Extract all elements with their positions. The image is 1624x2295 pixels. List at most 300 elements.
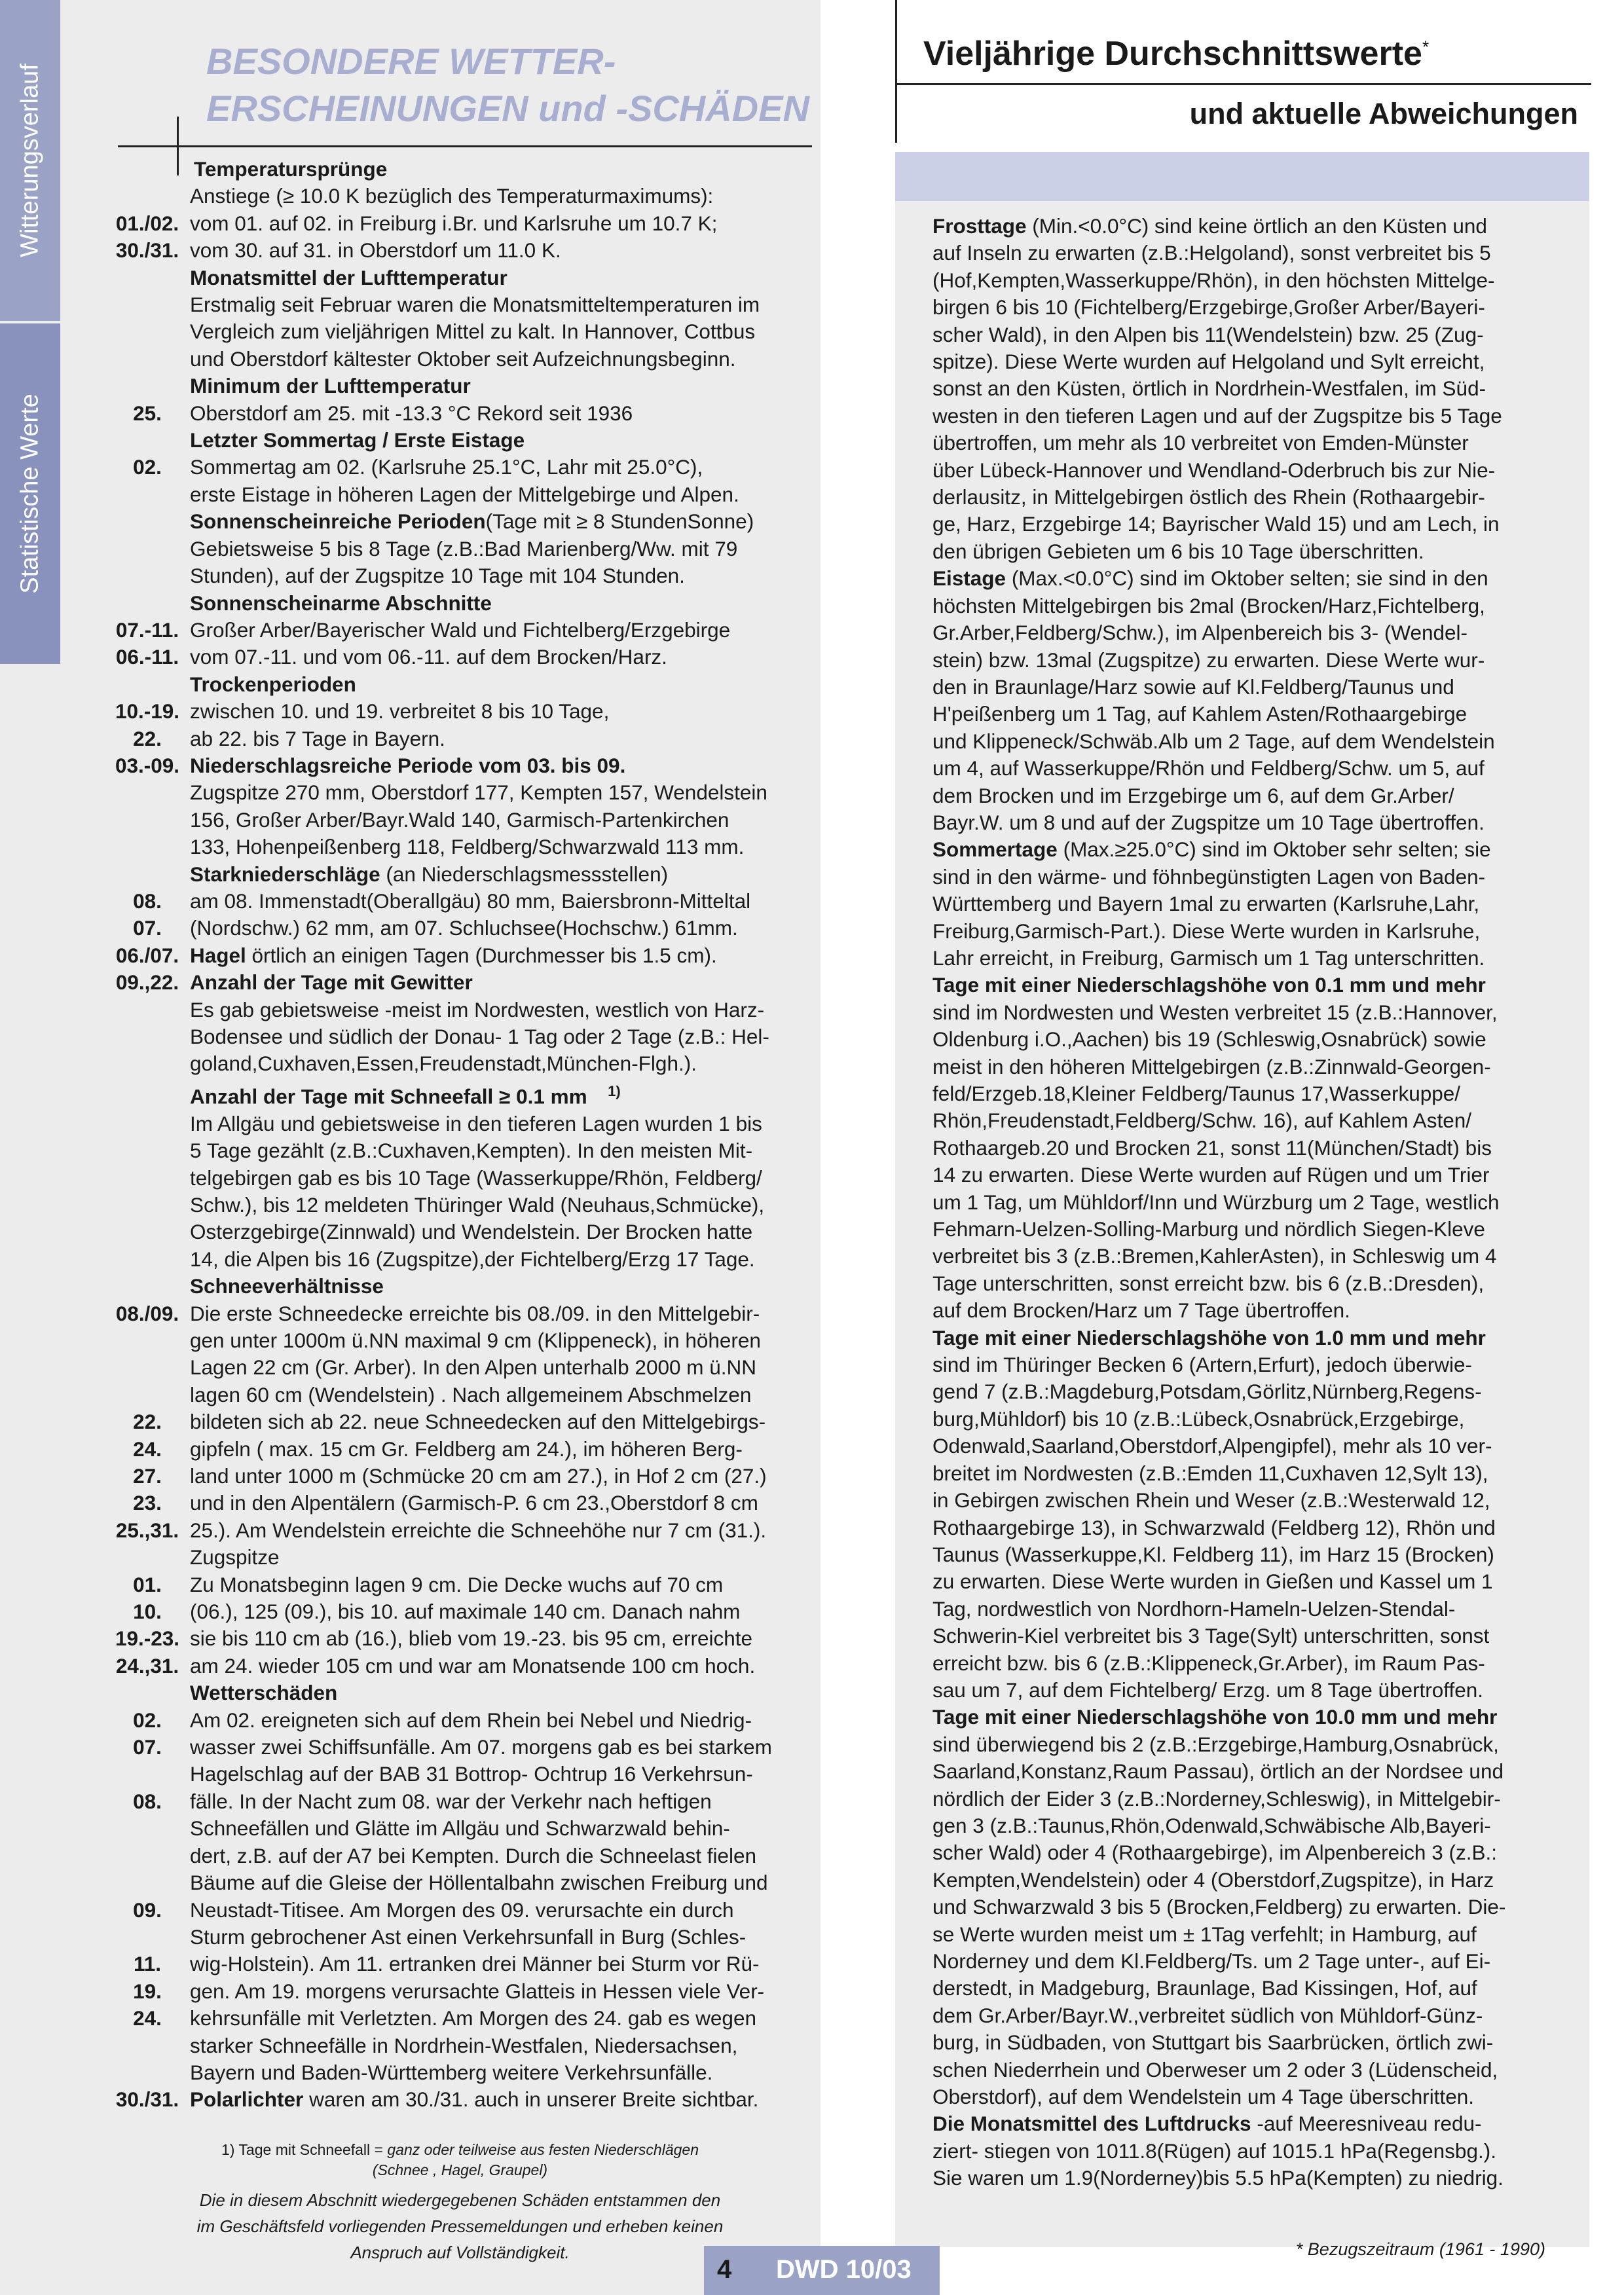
tab-witterungsverlauf[interactable] (0, 0, 60, 321)
averages-body: dem Brocken und im Erzgebirge um 6, auf dem Gr.Arber/ (932, 783, 1454, 807)
event-date (105, 1544, 190, 1571)
event-row (105, 1788, 815, 1815)
event-text (190, 454, 815, 481)
averages-line (932, 2110, 1581, 2137)
averages-line (932, 267, 1581, 294)
event-text (190, 2005, 815, 2032)
averages-lead: Eistage (932, 566, 1006, 591)
event-row (105, 1246, 815, 1273)
panel-header-band (895, 152, 1589, 201)
event-date: 06.-11. (115, 645, 179, 669)
averages-line (932, 1054, 1581, 1080)
event-text (190, 1192, 815, 1219)
averages-line (932, 2138, 1581, 2165)
event-body: am 24. wieder 105 cm und war am Monatsende 100 cm hoch. (190, 1653, 756, 1678)
event-date: 22. (133, 1410, 162, 1434)
event-date: 08. (133, 1789, 162, 1813)
event-body: (06.), 125 (09.), bis 10. auf maximale 140 cm. Danach nahm (190, 1600, 741, 1624)
averages-line (932, 619, 1581, 646)
averages-line (932, 2165, 1581, 2192)
event-row (105, 318, 815, 345)
event-body: Am 02. ereigneten sich auf dem Rhein bei Nebel und Niedrig- (190, 1708, 752, 1732)
averages-body: feld/Erzgeb.18,Kleiner Feldberg/Taunus 17,Wasserkuppe/ (932, 1082, 1461, 1105)
averages-line (932, 457, 1581, 484)
event-date: 11. (133, 1952, 162, 1976)
event-row (105, 373, 815, 399)
event-row (105, 1815, 815, 1842)
footnote-italic: ganz oder teilweise aus festen Niederschlägen (387, 2141, 699, 2158)
averages-line (932, 2002, 1581, 2029)
averages-body: stein) bzw. 13mal (Zugspitze) zu erwarten. Diese Werte wur- (932, 648, 1485, 672)
event-body: Anstiege (≥ 10.0 K bezüglich des Temperaturmaximums): (190, 184, 714, 208)
event-row (105, 807, 815, 834)
averages-body: Bayr.W. um 8 und auf der Zugspitze um 10 Tage übertroffen. (932, 810, 1485, 834)
event-row (105, 752, 815, 779)
averages-line (932, 213, 1581, 240)
averages-line (932, 1216, 1581, 1243)
event-body: gipfeln ( max. 15 cm Gr. Feldberg am 24.), im höheren Berg- (190, 1437, 743, 1461)
event-row (105, 1625, 815, 1652)
event-date (105, 861, 190, 888)
event-row (105, 1436, 815, 1463)
event-body: Zugspitze (190, 1545, 280, 1570)
averages-lead: Tage mit einer Niederschlagshöhe von 10.0 mm und mehr (932, 1705, 1498, 1729)
event-date (105, 1219, 190, 1245)
averages-line (932, 701, 1581, 727)
event-body: Schneefällen und Glätte im Allgäu und Schwarzwald behin- (190, 1816, 730, 1841)
event-date: 02. (133, 1708, 162, 1732)
averages-line (932, 1487, 1581, 1514)
event-text (190, 1734, 815, 1761)
averages-text (932, 213, 1581, 2192)
event-row (105, 1761, 815, 1788)
event-date: 10. (133, 1600, 162, 1624)
event-text (190, 1788, 815, 1815)
event-text (190, 1463, 815, 1490)
event-text (190, 1571, 815, 1598)
section-title-line-1: BESONDERE WETTER- (206, 41, 616, 82)
averages-body: den übrigen Gebieten um 6 bis 10 Tage überschritten. (932, 539, 1424, 563)
averages-body: Norderney und dem Kl.Feldberg/Ts. um 2 Tage unter-, auf Ei- (932, 1949, 1491, 1973)
tab-statistische-werte-label: Statistische Werte (16, 394, 44, 594)
averages-line (932, 1704, 1581, 1731)
event-body: Zugspitze 270 mm, Oberstdorf 177, Kempten 157, Wendelstein (190, 780, 767, 805)
event-body: gen unter 1000m ü.NN maximal 9 cm (Klippeneck), in höheren (190, 1328, 761, 1352)
averages-body: H'peißenberg um 1 Tag, auf Kahlem Asten/Rothaargebirge (932, 702, 1467, 726)
event-date (105, 1111, 190, 1137)
averages-body: birgen 6 bis 10 (Fichtelberg/Erzgebirge,Großer Arber/Bayeri- (932, 295, 1485, 320)
tab-statistische-werte[interactable] (0, 323, 60, 664)
averages-body: Rothaargeb.20 und Brocken 21, sonst 11(München/Stadt) bis (932, 1135, 1492, 1160)
event-date (105, 671, 190, 698)
event-date (105, 1761, 190, 1788)
event-body: wasser zwei Schiffsunfälle. Am 07. morgens gab es bei starkem (190, 1735, 772, 1759)
event-row (105, 1165, 815, 1192)
averages-line (932, 1731, 1581, 1758)
averages-line (932, 999, 1581, 1026)
averages-body: sind überwiegend bis 2 (z.B.:Erzgebirge,Hamburg,Osnabrück, (932, 1732, 1499, 1756)
event-text (190, 1246, 815, 1273)
event-date: 03.-09. (115, 753, 180, 777)
event-row (105, 2005, 815, 2032)
footnote-detail: (Schnee , Hagel, Graupel) (372, 2161, 548, 2178)
event-body: Erstmalig seit Februar waren die Monatsmitteltemperaturen im (190, 293, 760, 317)
event-body: ab 22. bis 7 Tage in Bayern. (190, 726, 445, 750)
event-body: Anzahl der Tage mit Schneefall ≥ 0.1 mm (190, 1084, 587, 1109)
event-text (190, 562, 815, 589)
event-body: Sonnenscheinarme Abschnitte (190, 591, 492, 615)
footnote (105, 2140, 815, 2180)
event-row (105, 291, 815, 318)
averages-body: Odenwald,Saarland,Oberstdorf,Alpengipfel), mehr als 10 ver- (932, 1434, 1492, 1458)
event-body: Anzahl der Tage mit Gewitter (190, 970, 473, 995)
event-body: Sommertag am 02. (Karlsruhe 25.1°C, Lahr mit 25.0°C), (190, 455, 703, 479)
event-text (190, 318, 815, 345)
event-text (190, 373, 815, 399)
event-body: Temperatursprünge (194, 157, 388, 181)
event-body: Monatsmittel der Lufttemperatur (190, 265, 507, 289)
event-body: Stunden), auf der Zugspitze 10 Tage mit 104 Stunden. (190, 564, 685, 588)
event-body: 5 Tage gezählt (z.B.:Cuxhaven,Kempten). In den meisten Mit- (190, 1139, 753, 1163)
event-text: Sonnenscheinreiche Perioden(Tage mit ≥ 8 StundenSonne) (190, 509, 754, 534)
event-text (190, 1869, 815, 1896)
event-row (105, 2032, 815, 2059)
averages-line (932, 809, 1581, 836)
averages-lead: Tage mit einer Niederschlagshöhe von 1.0 mm und mehr (932, 1325, 1486, 1349)
averages-body: Rothaargebirge 13), in Schwarzwald (Feldberg 12), Rhön und (932, 1515, 1496, 1539)
event-row (105, 779, 815, 806)
averages-line (932, 836, 1581, 863)
averages-body: derstedt, in Madgeburg, Braunlage, Bad Kissingen, Hof, auf (932, 1976, 1477, 2000)
footnote-lead: 1) Tage mit Schneefall = (221, 2141, 388, 2158)
event-text (190, 1050, 815, 1077)
event-text (190, 915, 815, 942)
event-row (105, 2059, 815, 2086)
averages-body: Tage unterschritten, sonst erreicht bzw. bis 6 (z.B.:Dresden), (932, 1271, 1485, 1295)
event-date: 08. (133, 889, 162, 913)
event-row (105, 2086, 815, 2113)
event-row (105, 1273, 815, 1300)
averages-body: sind im Thüringer Becken 6 (Artern,Erfurt), jedoch überwie- (932, 1353, 1473, 1377)
event-body: dert, z.B. auf der A7 bei Kempten. Durch die Schneelast fielen (190, 1843, 757, 1867)
event-body: sie bis 110 cm ab (16.), blieb vom 19.-23. bis 95 cm, erreichte (190, 1626, 753, 1651)
averages-body: scher Wald) oder 4 (Rothaargebirge), im Alpenbereich 3 (z.B.: (932, 1841, 1497, 1865)
event-text (190, 1653, 815, 1680)
event-row (105, 1050, 815, 1077)
disclaimer-line-2: im Geschäftsfeld vorliegenden Pressemeldungen und erheben keinen (196, 2216, 724, 2236)
averages-body: meist in den höheren Mittelgebirgen (z.B.:Zinnwald-Georgen- (932, 1054, 1491, 1078)
event-date (105, 779, 190, 806)
event-body: goland,Cuxhaven,Essen,Freudenstadt,München-Flgh.). (190, 1052, 697, 1076)
averages-line (932, 2084, 1581, 2110)
event-row (105, 1978, 815, 2005)
weather-events-list (105, 156, 815, 2114)
averages-body: dem Gr.Arber/Bayr.W.,verbreitet südlich von Mühldorf-Günz- (932, 2003, 1483, 2027)
averages-line (932, 1351, 1581, 1378)
event-body: am 08. Immenstadt(Oberallgäu) 80 mm, Baiersbronn-Mitteltal (190, 889, 751, 913)
event-date (105, 481, 190, 508)
footer-badge (704, 2246, 940, 2295)
event-date (105, 562, 190, 589)
event-lead: Hagel (190, 943, 246, 967)
averages-line (932, 1948, 1581, 1975)
event-row (105, 481, 815, 508)
averages-line (932, 674, 1581, 701)
event-date (105, 1273, 190, 1300)
event-rest: waren am 30./31. auch in unserer Breite sichtbar. (303, 2087, 759, 2112)
event-row (105, 888, 815, 915)
averages-line (932, 1406, 1581, 1433)
event-date (105, 1815, 190, 1842)
event-body: Wetterschäden (190, 1681, 338, 1705)
event-row (105, 698, 815, 725)
right-subtitle: und aktuelle Abweichungen (1189, 97, 1578, 130)
event-date (105, 1023, 190, 1050)
event-text (190, 861, 815, 888)
event-row (105, 1463, 815, 1490)
event-date: 25.,31. (115, 1518, 179, 1542)
averages-body: verbreitet bis 3 (z.B.:Bremen,KahlerAsten), in Schleswig um 4 (932, 1244, 1497, 1268)
event-text (190, 644, 815, 670)
event-text (190, 1408, 815, 1435)
event-text (190, 536, 815, 562)
event-date: 10.-19. (115, 699, 180, 724)
event-row (105, 237, 815, 264)
averages-line (932, 1921, 1581, 1948)
averages-lead: Sommertage (932, 837, 1058, 862)
footnote-marker: 1) (608, 1082, 621, 1099)
event-body: Die erste Schneedecke erreichte bis 08./09. in den Mittelgebir- (190, 1301, 760, 1325)
event-date: 23. (133, 1491, 162, 1515)
event-date: 07. (133, 916, 162, 940)
right-title-rule (897, 83, 1591, 85)
event-text (190, 1273, 815, 1300)
averages-line (932, 2029, 1581, 2056)
event-date: 19.-23. (115, 1626, 180, 1651)
averages-body: Oberstdorf), auf dem Wendelstein um 4 Tage überschritten. (932, 2085, 1475, 2109)
averages-line (932, 1515, 1581, 1541)
averages-body: breitet im Nordwesten (z.B.:Emden 11,Cuxhaven 12,Sylt 13), (932, 1461, 1488, 1485)
event-body: Lagen 22 cm (Gr. Arber). In den Alpen unterhalb 2000 m ü.NN (190, 1355, 757, 1380)
averages-line (932, 1541, 1581, 1568)
event-text (190, 1680, 815, 1706)
event-row (105, 942, 815, 969)
averages-line (932, 1325, 1581, 1351)
averages-line (932, 511, 1581, 538)
event-row (105, 671, 815, 698)
averages-body: Oldenburg i.O.,Aachen) bis 19 (Schleswig,Osnabrück) sowie (932, 1027, 1486, 1052)
averages-line (932, 1080, 1581, 1107)
event-text (190, 2032, 815, 2059)
event-body: bildeten sich ab 22. neue Schneedecken auf den Mittelgebirgs- (190, 1410, 766, 1434)
averages-line (932, 403, 1581, 430)
averages-line (932, 1786, 1581, 1812)
event-text (190, 1023, 815, 1050)
event-body: Gebietsweise 5 bis 8 Tage (z.B.:Bad Marienberg/Ww. mit 79 (190, 536, 738, 560)
averages-line (932, 2057, 1581, 2084)
event-row (105, 562, 815, 589)
averages-line (932, 1568, 1581, 1595)
event-row (105, 1408, 815, 1435)
event-date: 24. (133, 1437, 162, 1461)
event-body: lagen 60 cm (Wendelstein) . Nach allgemeinem Abschmelzen (190, 1382, 752, 1406)
averages-line (932, 1596, 1581, 1623)
event-text (190, 1165, 815, 1192)
event-body: Niederschlagsreiche Periode vom 03. bis 09. (190, 753, 626, 777)
event-text (190, 752, 815, 779)
event-body: wig-Holstein). Am 11. ertranken drei Männer bei Sturm vor Rü- (190, 1952, 760, 1976)
event-body: Großer Arber/Bayerischer Wald und Fichtelberg/Erzgebirge (190, 617, 731, 642)
averages-line (932, 1623, 1581, 1649)
event-date (105, 997, 190, 1023)
event-text (190, 427, 815, 454)
averages-body: 14 zu erwarten. Diese Werte wurden auf Rügen und um Trier (932, 1163, 1490, 1187)
event-text (190, 1924, 815, 1951)
event-row (105, 1517, 815, 1544)
right-column (895, 0, 1589, 2295)
event-text (190, 265, 815, 291)
event-date (105, 1078, 190, 1111)
event-row (105, 1078, 815, 1111)
averages-body: (Max.≥25.0°C) sind im Oktober sehr selten; sie (1057, 837, 1491, 862)
event-row (105, 400, 815, 427)
averages-line (932, 755, 1581, 782)
issue-label: DWD 10/03 (776, 2255, 912, 2284)
event-date (105, 1354, 190, 1381)
event-text (190, 617, 815, 644)
averages-body: Saarland,Konstanz,Raum Passau), örtlich an der Nordsee und (932, 1759, 1504, 1784)
averages-body: Rhön,Freudenstadt,Feldberg/Schw. 16), auf Kahlem Asten/ (932, 1109, 1471, 1133)
event-row (105, 1219, 815, 1245)
event-date (105, 508, 190, 535)
event-row (105, 1111, 815, 1137)
event-body: Bayern und Baden-Württemberg weitere Verkehrsunfälle. (190, 2060, 713, 2084)
event-text (190, 400, 815, 427)
averages-line (932, 1162, 1581, 1188)
averages-body: den in Braunlage/Harz sowie auf Kl.Feldberg/Taunus und (932, 674, 1454, 699)
averages-body: (Max.<0.0°C) sind im Oktober selten; sie sind in den (1006, 566, 1488, 591)
averages-line (932, 728, 1581, 755)
event-body: starker Schneefälle in Nordrhein-Westfalen, Niedersachsen, (190, 2033, 738, 2057)
event-row (105, 861, 815, 888)
averages-line (932, 647, 1581, 674)
event-row (105, 1023, 815, 1050)
event-date (105, 156, 190, 183)
averages-body: ge, Harz, Erzgebirge 14; Bayrischer Wald 15) und am Lech, in (932, 512, 1500, 536)
event-date: 08./09. (115, 1301, 179, 1325)
event-row (105, 1490, 815, 1516)
averages-line (932, 1758, 1581, 1785)
averages-body: höchsten Mittelgebirgen bis 2mal (Brocken/Harz,Fichtelberg, (932, 593, 1485, 617)
averages-body: über Lübeck-Hannover und Wendland-Oderbruch bis zur Nie- (932, 458, 1496, 482)
event-text (190, 1815, 815, 1842)
event-row (105, 508, 815, 535)
reference-period-note: * Bezugszeitraum (1961 - 1990) (1295, 2239, 1545, 2259)
event-row (105, 265, 815, 291)
event-row (105, 969, 815, 996)
averages-line (932, 1975, 1581, 2002)
event-body: Hagelschlag auf der BAB 31 Bottrop- Ochtrup 16 Verkehrsun- (190, 1762, 753, 1786)
averages-line (932, 348, 1581, 375)
disclaimer-line-1: Die in diesem Abschnitt wiedergegebenen Schäden entstammen den (199, 2190, 721, 2210)
event-date: 22. (133, 726, 162, 750)
event-text (190, 346, 815, 373)
event-text (190, 834, 815, 860)
section-title-line-2: ERSCHEINUNGEN und -SCHÄDEN (206, 88, 809, 129)
event-text (190, 942, 815, 969)
event-date (105, 1137, 190, 1164)
event-date: 01./02. (115, 211, 179, 235)
event-text (190, 969, 815, 996)
averages-body: sau um 7, auf dem Fichtelberg/ Erzg. um 8 Tage übertroffen. (932, 1678, 1484, 1702)
sidebar (0, 0, 60, 2295)
event-date (105, 1050, 190, 1077)
event-text (190, 1111, 815, 1137)
event-date: 19. (133, 1979, 162, 2003)
event-date (105, 1327, 190, 1354)
event-row (105, 1680, 815, 1706)
event-row (105, 590, 815, 617)
event-row (105, 427, 815, 454)
event-row (105, 210, 815, 237)
averages-body: -auf Meeresniveau redu- (1251, 2112, 1482, 2136)
event-date: 07. (133, 1735, 162, 1759)
event-body: telgebirgen gab es bis 10 Tage (Wasserkuppe/Rhön, Feldberg/ (190, 1166, 762, 1190)
event-row (105, 1897, 815, 1924)
event-text (190, 671, 815, 698)
event-text (190, 237, 815, 264)
averages-body: auf Inseln zu erwarten (z.B.:Helgoland), sonst verbreitet bis 5 (932, 241, 1491, 265)
event-date (105, 590, 190, 617)
event-text (190, 210, 815, 237)
event-date: 24.,31. (115, 1653, 179, 1678)
event-row (105, 1327, 815, 1354)
event-text (190, 1951, 815, 1977)
event-body: und Oberstdorf kältester Oktober seit Aufzeichnungsbeginn. (190, 346, 736, 371)
event-text (190, 1382, 815, 1408)
event-row (105, 183, 815, 210)
event-date (105, 1192, 190, 1219)
event-row (105, 1653, 815, 1680)
averages-line (932, 1839, 1581, 1866)
event-date (105, 1165, 190, 1192)
event-lead: Starkniederschläge (190, 862, 380, 886)
averages-body: Kempten,Wendelstein) oder 4 (Oberstdorf,Zugspitze), in Harz (932, 1867, 1494, 1892)
event-text (190, 1761, 815, 1788)
averages-body: auf dem Brocken/Harz um 7 Tage übertroffen. (932, 1298, 1350, 1323)
event-text (190, 1078, 815, 1111)
averages-body: Württemberg und Bayern 1mal zu erwarten (Karlsruhe,Lahr, (932, 892, 1480, 916)
averages-line (932, 1297, 1581, 1324)
averages-body: Gr.Arber,Feldberg/Schw.), im Alpenbereich bis 3- (Wendel- (932, 621, 1468, 645)
event-text (190, 1544, 815, 1571)
averages-line (932, 1189, 1581, 1216)
averages-body: (Hof,Kempten,Wasserkuppe/Rhön), in den höchsten Mittelge- (932, 268, 1495, 292)
event-text (190, 888, 815, 915)
averages-line (932, 1378, 1581, 1405)
event-date: 09.,22. (115, 970, 179, 995)
event-row (105, 1571, 815, 1598)
event-body: Oberstdorf am 25. mit -13.3 °C Rekord seit 1936 (190, 401, 633, 425)
event-body: Letzter Sommertag / Erste Eistage (190, 428, 525, 452)
event-date (105, 1869, 190, 1896)
event-text (190, 698, 815, 725)
averages-body: burg, in Südbaden, von Stuttgart bis Saarbrücken, örtlich zwi- (932, 2030, 1494, 2055)
averages-line (932, 294, 1581, 321)
averages-line (932, 1107, 1581, 1134)
averages-line (932, 864, 1581, 890)
event-body: vom 07.-11. und vom 06.-11. auf dem Brocken/Harz. (190, 645, 667, 669)
